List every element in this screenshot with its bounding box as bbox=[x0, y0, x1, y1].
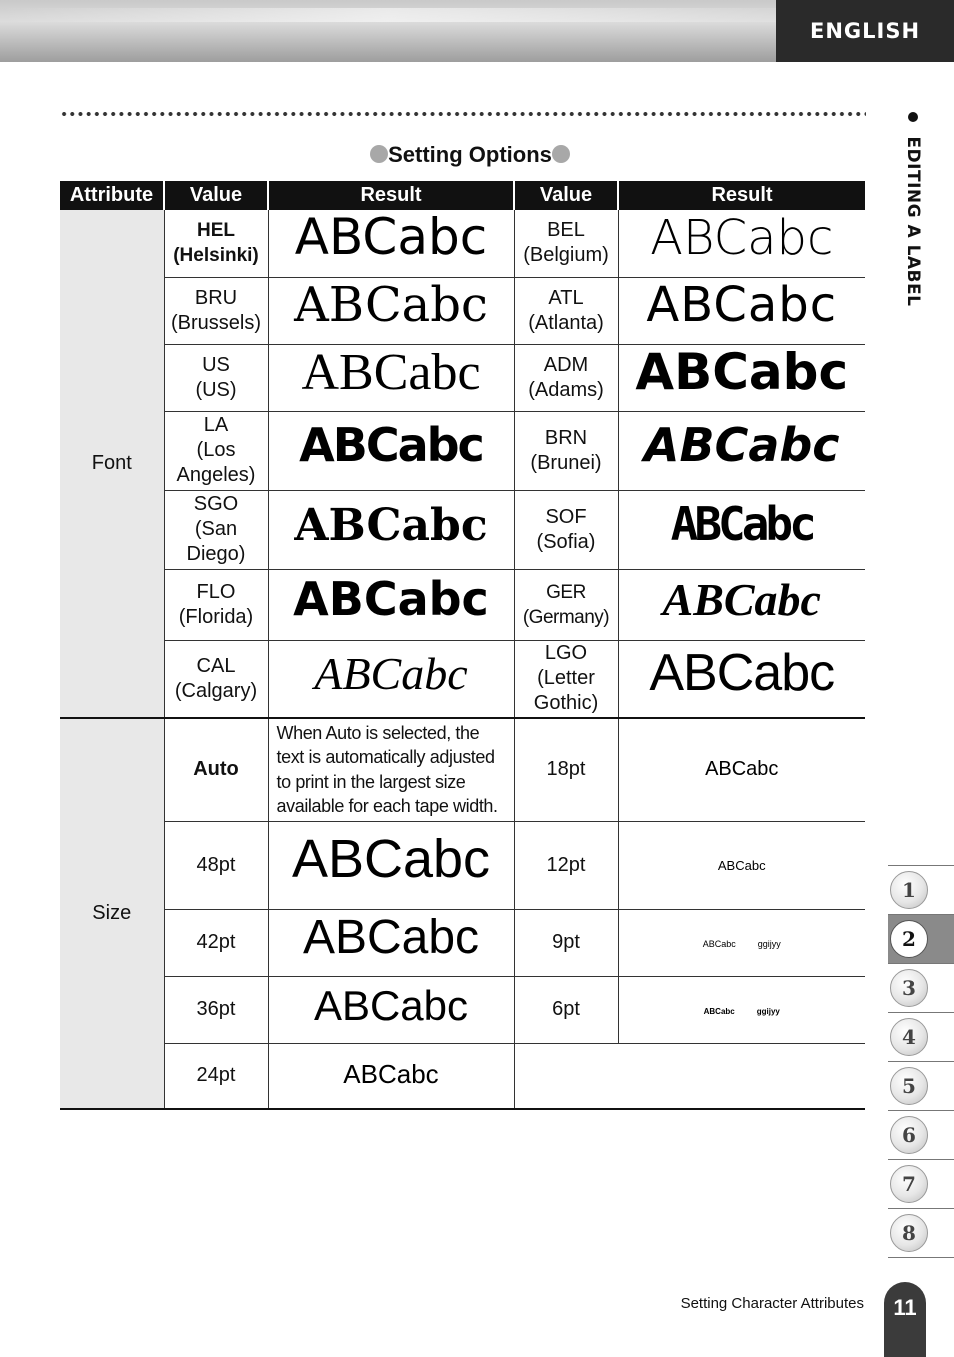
size-value: Auto bbox=[164, 718, 268, 821]
chapter-tab-1[interactable] bbox=[888, 865, 954, 914]
attribute-font: Font bbox=[60, 210, 164, 718]
chapter-tab-4[interactable] bbox=[888, 1012, 954, 1061]
size-sample bbox=[618, 909, 865, 976]
table-row bbox=[60, 640, 865, 718]
font-sample: ABCabc bbox=[618, 210, 865, 277]
font-sample: ABCabc bbox=[268, 277, 514, 344]
size-sample bbox=[618, 976, 865, 1043]
header-result: Result bbox=[618, 181, 865, 210]
size-sample: ABCabc bbox=[268, 821, 514, 909]
circle-bullet-icon bbox=[370, 145, 388, 163]
bullet-icon bbox=[908, 112, 918, 122]
size-value: 9pt bbox=[514, 909, 618, 976]
table-row bbox=[60, 411, 865, 490]
font-sample: ABCabc bbox=[268, 569, 514, 640]
dotted-rule bbox=[60, 111, 866, 117]
font-sample: ABCabc bbox=[618, 640, 865, 718]
chapter-tabs bbox=[888, 865, 954, 1258]
chapter-number: 8 bbox=[890, 1214, 928, 1252]
chapter-tab-8[interactable] bbox=[888, 1208, 954, 1258]
page-number: 11 bbox=[884, 1282, 926, 1357]
header-result: Result bbox=[268, 181, 514, 210]
font-value: BRU (Brussels) bbox=[164, 277, 268, 344]
chapter-tab-7[interactable] bbox=[888, 1159, 954, 1208]
side-label-text: EDITING A LABEL bbox=[903, 136, 923, 307]
font-value: LGO (Letter Gothic) bbox=[514, 640, 618, 718]
font-sample: ABCabc bbox=[268, 411, 514, 490]
chapter-number: 7 bbox=[890, 1165, 928, 1203]
size-value: 12pt bbox=[514, 821, 618, 909]
size-sample: ABCabc bbox=[618, 718, 865, 821]
table-row bbox=[60, 821, 865, 909]
table-row bbox=[60, 210, 865, 277]
chapter-tab-3[interactable] bbox=[888, 963, 954, 1012]
font-sample: ABCabc bbox=[268, 344, 514, 411]
table-row bbox=[60, 976, 865, 1043]
font-value: SOF (Sofia) bbox=[514, 490, 618, 569]
font-sample: ABCabc bbox=[268, 640, 514, 718]
size-sample-descenders: ggijyy bbox=[757, 938, 781, 949]
table-row bbox=[60, 344, 865, 411]
font-value: FLO (Florida) bbox=[164, 569, 268, 640]
table-row bbox=[60, 490, 865, 569]
size-value: 42pt bbox=[164, 909, 268, 976]
chapter-tab-6[interactable] bbox=[888, 1110, 954, 1159]
font-value: ATL (Atlanta) bbox=[514, 277, 618, 344]
font-sample: ABCabc bbox=[618, 277, 865, 344]
size-sample: ABCabc bbox=[268, 1043, 514, 1109]
font-value: BRN (Brunei) bbox=[514, 411, 618, 490]
size-value: 24pt bbox=[164, 1043, 268, 1109]
font-value: US (US) bbox=[164, 344, 268, 411]
header-band bbox=[0, 0, 776, 62]
chapter-tab-2[interactable] bbox=[888, 914, 954, 963]
chapter-number: 3 bbox=[890, 969, 928, 1007]
chapter-tab-5[interactable] bbox=[888, 1061, 954, 1110]
table-row bbox=[60, 277, 865, 344]
font-value: HEL (Helsinki) bbox=[164, 210, 268, 277]
size-sample-descenders: ggijyy bbox=[756, 1006, 780, 1016]
font-value: ADM (Adams) bbox=[514, 344, 618, 411]
auto-description-text: When Auto is selected, the text is automatically adjusted to print in the largest size available for each tape width. bbox=[276, 722, 498, 817]
font-value: CAL (Calgary) bbox=[164, 640, 268, 718]
table-title-text: Setting Options bbox=[388, 142, 552, 167]
font-sample: ABCabc bbox=[268, 490, 514, 569]
size-sample-upper: ABCabc bbox=[702, 938, 736, 949]
auto-description bbox=[268, 718, 514, 821]
size-sample: ABCabc bbox=[618, 821, 865, 909]
table-row bbox=[60, 569, 865, 640]
table-row bbox=[60, 718, 865, 821]
chapter-number: 2 bbox=[890, 920, 928, 958]
font-value: BEL (Belgium) bbox=[514, 210, 618, 277]
size-value: 18pt bbox=[514, 718, 618, 821]
table-row bbox=[60, 1043, 865, 1109]
circle-bullet-icon bbox=[552, 145, 570, 163]
font-sample: ABCabc bbox=[618, 490, 865, 569]
header-value: Value bbox=[164, 181, 268, 210]
font-sample: ABCabc bbox=[618, 344, 865, 411]
size-sample: ABCabc bbox=[268, 909, 514, 976]
font-sample: ABCabc bbox=[618, 569, 865, 640]
empty-cell bbox=[514, 1043, 865, 1109]
chapter-number: 6 bbox=[890, 1116, 928, 1154]
table-header-row bbox=[60, 181, 865, 210]
side-section-label bbox=[893, 112, 923, 352]
footer-section-title: Setting Character Attributes bbox=[680, 1295, 864, 1312]
size-value: 36pt bbox=[164, 976, 268, 1043]
setting-options-table bbox=[60, 181, 865, 1110]
size-value: 48pt bbox=[164, 821, 268, 909]
font-value: GER (Germany) bbox=[514, 569, 618, 640]
header-attribute: Attribute bbox=[60, 181, 164, 210]
font-value: LA (Los Angeles) bbox=[164, 411, 268, 490]
chapter-number: 4 bbox=[890, 1018, 928, 1056]
font-value: SGO (San Diego) bbox=[164, 490, 268, 569]
font-sample: ABCabc bbox=[268, 210, 514, 277]
chapter-number: 1 bbox=[890, 871, 928, 909]
header-value: Value bbox=[514, 181, 618, 210]
size-sample-upper: ABCabc bbox=[703, 1006, 735, 1016]
table-title bbox=[340, 142, 600, 168]
table-row bbox=[60, 909, 865, 976]
font-sample: ABCabc bbox=[618, 411, 865, 490]
attribute-size: Size bbox=[60, 718, 164, 1109]
size-value: 6pt bbox=[514, 976, 618, 1043]
size-sample: ABCabc bbox=[268, 976, 514, 1043]
language-tab[interactable]: ENGLISH bbox=[776, 0, 954, 62]
chapter-number: 5 bbox=[890, 1067, 928, 1105]
